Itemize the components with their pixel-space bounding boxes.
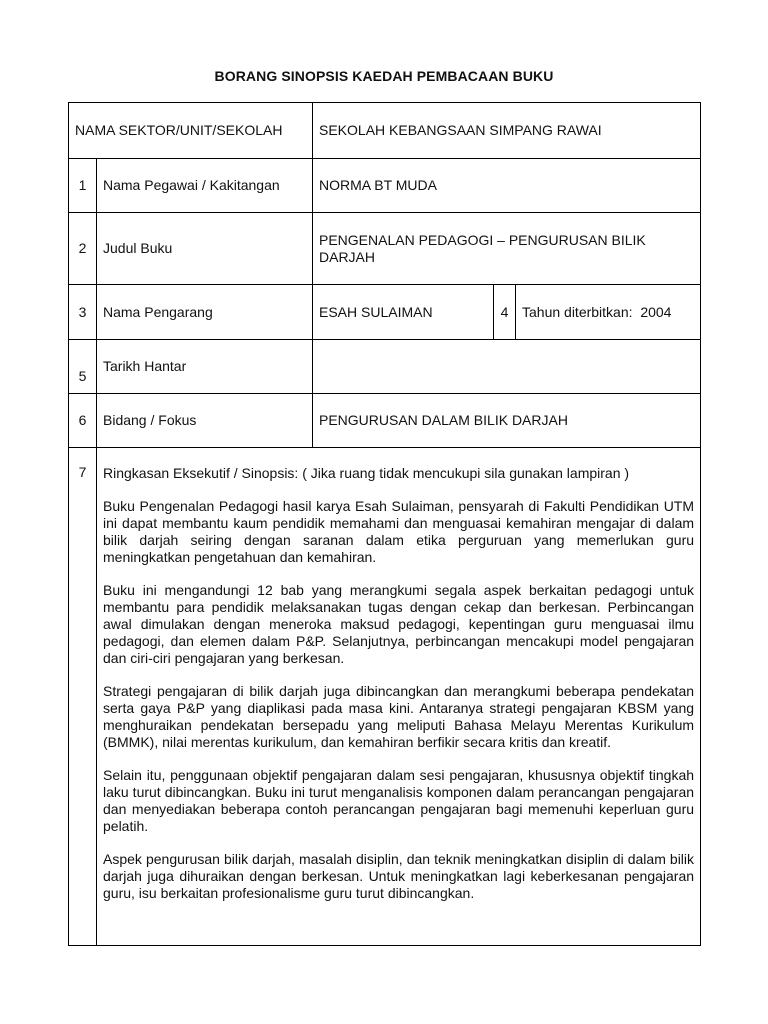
row-number: 4	[494, 285, 516, 340]
synopsis-paragraph: Strategi pengajaran di bilik darjah juga dibincangkan dan merangkumi beberapa pendekatan serta gaya P&P yang diaplikasi pada masa kini. Antaranya strategi pengajaran KBSM yang menghuraikan pendekatan bersepadu yang meliputi Bahasa Melayu Merentas Kurikulum (BMMK), nilai merentas kurikulum, dan kemahiran berfikir secara kritis dan kreatif.	[103, 683, 695, 750]
synopsis-paragraph: Aspek pengurusan bilik darjah, masalah disiplin, dan teknik meningkatkan disiplin di dalam bilik darjah juga dihuraikan dengan berkesan. Untuk meningkatkan lagi keberkesanan pengajaran guru, isu berkaitan profesionalisme guru turut dibincangkan.	[103, 851, 695, 901]
row-number: 2	[69, 213, 97, 285]
tahun-cell	[516, 285, 701, 340]
row-pegawai	[69, 159, 701, 213]
row-bidang	[69, 394, 701, 448]
tahun-label: Tahun diterbitkan:	[522, 303, 633, 320]
row-number: 3	[69, 285, 97, 340]
row-judul	[69, 213, 701, 285]
pegawai-value: NORMA BT MUDA	[313, 159, 701, 213]
row-number: 1	[69, 159, 97, 213]
row-synopsis	[69, 448, 701, 946]
row-pengarang	[69, 285, 701, 340]
header-row	[69, 103, 701, 159]
bidang-value: PENGURUSAN DALAM BILIK DARJAH	[313, 394, 701, 448]
pegawai-label: Nama Pegawai / Kakitangan	[97, 159, 313, 213]
judul-value: PENGENALAN PEDAGOGI – PENGURUSAN BILIK DARJAH	[313, 213, 701, 285]
tarikh-value	[313, 340, 701, 394]
synopsis-form-table	[68, 102, 701, 946]
synopsis-paragraph: Buku ini mengandungi 12 bab yang merangkumi segala aspek berkaitan pedagogi untuk membantu para pendidik melaksanakan tugas dengan cekap dan berkesan. Perbincangan awal dimulakan dengan meneroka maksud pedagogi, kepentingan guru menguasai ilmu pedagogi, dan elemen dalam P&P. Selanjutnya, perbincangan mencakupi model pengajaran dan ciri-ciri pengajaran yang berkesan.	[103, 582, 695, 666]
pengarang-label: Nama Pengarang	[97, 285, 313, 340]
document-title: BORANG SINOPSIS KAEDAH PEMBACAAN BUKU	[214, 68, 554, 84]
sector-value: SEKOLAH KEBANGSAAN SIMPANG RAWAI	[313, 103, 701, 159]
row-number: 5	[69, 340, 97, 394]
pengarang-value: ESAH SULAIMAN	[313, 285, 494, 340]
row-number: 6	[69, 394, 97, 448]
synopsis-cell	[97, 448, 701, 946]
tahun-value: 2004	[640, 303, 672, 320]
judul-label: Judul Buku	[97, 213, 313, 285]
row-tarikh	[69, 340, 701, 394]
tarikh-label: Tarikh Hantar	[97, 340, 313, 394]
row-number: 7	[69, 448, 97, 946]
synopsis-paragraph: Selain itu, penggunaan objektif pengajaran dalam sesi pengajaran, khususnya objektif tingkah laku turut dibincangkan. Buku ini turut menganalisis komponen dalam perancangan pengajaran dan menyediakan beberapa contoh perancangan pengajaran bagi memenuhi keperluan guru pelatih.	[103, 767, 695, 834]
synopsis-paragraph: Buku Pengenalan Pedagogi hasil karya Esah Sulaiman, pensyarah di Fakulti Pendidikan UTM ini dapat membantu kaum pendidik memahami dan menguasai kemahiran mengajar di dalam bilik darjah seiring dengan saranan dalam etika perguruan yang memerlukan guru meningkatkan pengetahuan dan kemahiran.	[103, 498, 695, 565]
sector-label: NAMA SEKTOR/UNIT/SEKOLAH	[69, 103, 313, 159]
bidang-label: Bidang / Fokus	[97, 394, 313, 448]
synopsis-heading: Ringkasan Eksekutif / Sinopsis: ( Jika ruang tidak mencukupi sila gunakan lampiran )	[103, 465, 630, 481]
